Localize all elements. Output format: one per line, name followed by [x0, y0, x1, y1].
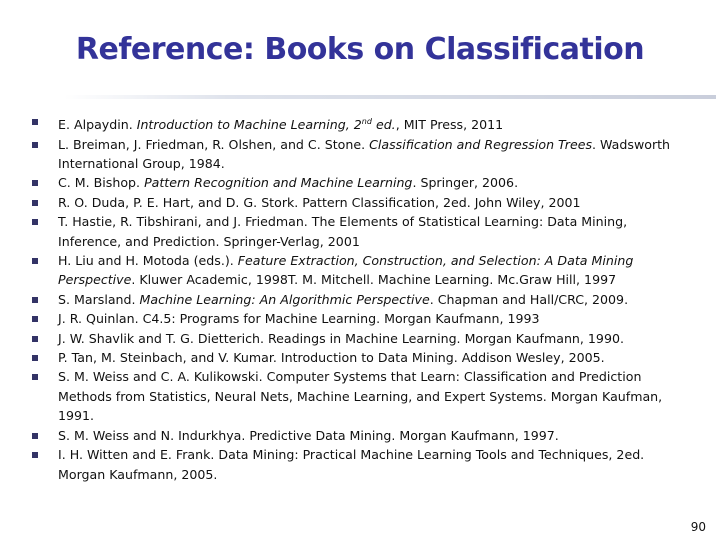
reference-item — [30, 329, 690, 348]
reference-text: . Chapman and Hall/CRC, 2009. — [429, 291, 629, 307]
reference-text: S. M. Weiss and C. A. Kulikowski. Computer Systems that Learn: Classification and Prediction Methods from Statistics, Neural Nets, Machine Learning, and Expert Systems. Morgan Kaufman, 1991. — [58, 369, 663, 424]
reference-text: I. H. Witten and E. Frank. Data Mining: Practical Machine Learning Tools and Techniques, 2ed. Morgan Kaufmann, 2005. — [58, 447, 645, 482]
reference-text: S. M. Weiss and N. Indurkhya. Predictive Data Mining. Morgan Kaufmann, 1997. — [58, 427, 559, 443]
square-bullet-icon — [32, 374, 38, 380]
page-number: 90 — [690, 520, 706, 534]
reference-text: P. Tan, M. Steinbach, and V. Kumar. Introduction to Data Mining. Addison Wesley, 2005. — [58, 350, 605, 366]
square-bullet-icon — [32, 119, 38, 125]
reference-item — [30, 251, 690, 290]
reference-text: S. Marsland. — [58, 291, 140, 307]
reference-text: . Kluwer Academic, 1998T. M. Mitchell. Machine Learning. Mc.Graw Hill, 1997 — [131, 272, 617, 288]
square-bullet-icon — [32, 258, 38, 264]
square-bullet-icon — [32, 219, 38, 225]
square-bullet-icon — [32, 355, 38, 361]
reference-text: E. Alpaydin. — [58, 117, 137, 133]
reference-text: Introduction to Machine Learning, 2 — [136, 117, 362, 133]
reference-text: . Springer, 2006. — [412, 175, 519, 191]
reference-text: T. Hastie, R. Tibshirani, and J. Friedman. The Elements of Statistical Learning: Data Mining, Inference, and Prediction. Springer-Verlag, 2001 — [58, 214, 628, 249]
square-bullet-icon — [32, 142, 38, 148]
reference-item — [30, 173, 690, 192]
title-underline — [64, 95, 716, 99]
square-bullet-icon — [32, 336, 38, 342]
reference-item — [30, 367, 690, 425]
reference-text: Pattern Recognition and Machine Learning — [144, 175, 413, 191]
reference-item — [30, 135, 690, 174]
page-title: Reference: Books on Classification — [75, 32, 645, 67]
reference-item — [30, 193, 690, 212]
reference-text: , MIT Press, 2011 — [395, 117, 504, 133]
reference-item — [30, 112, 690, 135]
reference-text: . Wadsworth International Group, 1984. — [58, 136, 671, 171]
reference-item — [30, 426, 690, 445]
reference-text: Classification and Regression Trees — [369, 136, 593, 152]
reference-item — [30, 212, 690, 251]
square-bullet-icon — [32, 297, 38, 303]
reference-item — [30, 290, 690, 309]
square-bullet-icon — [32, 433, 38, 439]
reference-item — [30, 348, 690, 367]
square-bullet-icon — [32, 316, 38, 322]
reference-text: nd — [361, 117, 372, 126]
reference-text: R. O. Duda, P. E. Hart, and D. G. Stork. Pattern Classification, 2ed. John Wiley, 2001 — [58, 194, 581, 210]
reference-text: H. Liu and H. Motoda (eds.). — [58, 253, 238, 269]
square-bullet-icon — [32, 452, 38, 458]
reference-list — [30, 112, 690, 484]
reference-text: ed. — [371, 117, 396, 133]
reference-text: C. M. Bishop. — [58, 175, 145, 191]
reference-item — [30, 309, 690, 328]
reference-text: J. W. Shavlik and T. G. Dietterich. Readings in Machine Learning. Morgan Kaufmann, 1990. — [58, 330, 624, 346]
reference-item — [30, 445, 690, 484]
reference-text: L. Breiman, J. Friedman, R. Olshen, and C. Stone. — [58, 136, 370, 152]
square-bullet-icon — [32, 200, 38, 206]
square-bullet-icon — [32, 180, 38, 186]
reference-text: Machine Learning: An Algorithmic Perspective — [139, 291, 430, 307]
reference-text: Feature Extraction, Construction, and Selection: A Data Mining Perspective — [58, 253, 634, 288]
reference-text: J. R. Quinlan. C4.5: Programs for Machine Learning. Morgan Kaufmann, 1993 — [58, 311, 540, 327]
